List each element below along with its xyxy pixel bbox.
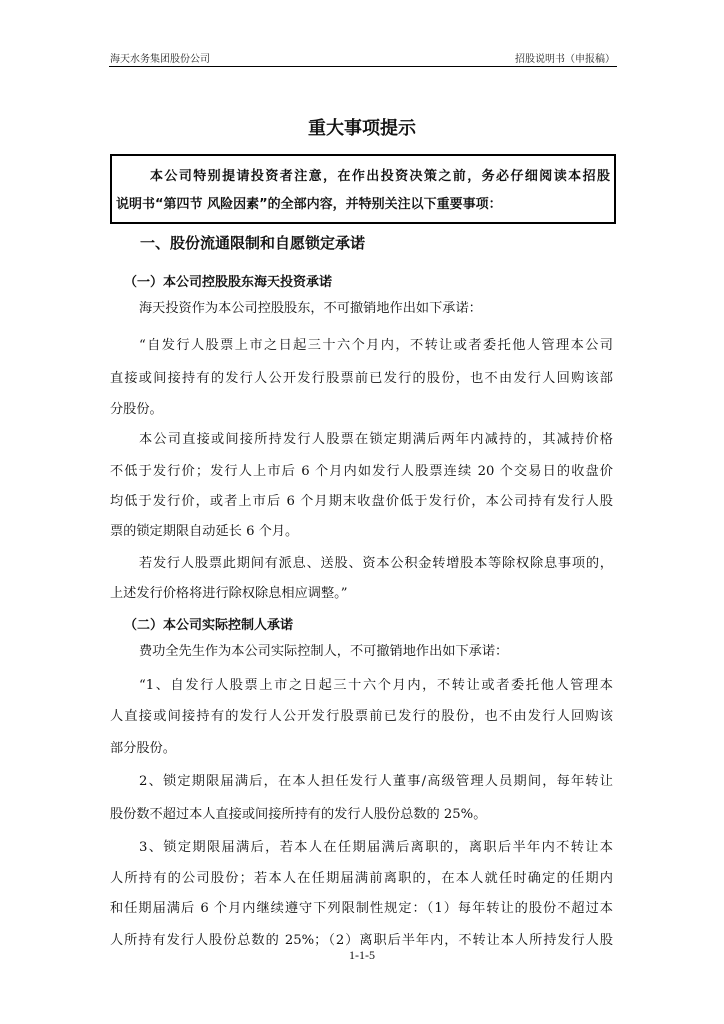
subsection-heading: （一）本公司控股股东海天投资承诺 <box>124 275 333 290</box>
page-header <box>109 46 617 67</box>
subsection-heading: （二）本公司实际控制人承诺 <box>124 618 294 633</box>
paragraph-line: 票的锁定期限自动延长 6 个月。 <box>110 524 299 539</box>
header-document-type: 招股说明书（申报稿） <box>515 54 615 65</box>
paragraph-line: 人所持有发行人股份总数的 25%；（2）离职后半年内，不转让本人所持发行人股 <box>110 933 613 948</box>
notice-line: 本公司特别提请投资者注意，在作出投资决策之前，务必仔细阅读本招股 <box>150 169 610 184</box>
notice-box <box>110 154 616 224</box>
header-company-name: 海天水务集团股份公司 <box>110 54 210 65</box>
paragraph-line: 和任期届满后 6 个月内继续遵守下列限制性规定：（1）每年转让的股份不超过本 <box>110 901 613 916</box>
paragraph-line: 本公司直接或间接所持发行人股票在锁定期满后两年内减持的，其减持价格 <box>139 432 613 447</box>
section-heading: 一、股份流通限制和自愿锁定承诺 <box>140 234 366 252</box>
paragraph-line: “自发行人股票上市之日起三十六个月内，不转让或者委托他人管理本公司 <box>139 338 613 353</box>
paragraph-line: 海天投资作为本公司控股股东，不可撤销地作出如下承诺： <box>139 301 482 316</box>
page-title: 重大事项提示 <box>308 118 416 139</box>
notice-line: 说明书“第四节 风险因素”的全部内容，并特别关注以下重要事项： <box>116 197 502 212</box>
paragraph-line: 直接或间接持有的发行人公开发行股票前已发行的股份，也不由发行人回购该部 <box>110 371 613 386</box>
paragraph-line: 均低于发行价，或者上市后 6 个月期末收盘价低于发行价，本公司持有发行人股 <box>110 494 613 509</box>
paragraph-line: 上述发行价格将进行除权除息相应调整。” <box>110 586 348 601</box>
paragraph-line: 若发行人股票此期间有派息、送股、资本公积金转增股本等除权除息事项的， <box>139 556 613 571</box>
paragraph-line: 分股份。 <box>110 402 163 417</box>
paragraph-line: 部分股份。 <box>110 741 176 756</box>
paragraph-line: “1、自发行人股票上市之日起三十六个月内，不转让或者委托他人管理本 <box>139 678 613 693</box>
paragraph-line: 费功全先生作为本公司实际控制人，不可撤销地作出如下承诺： <box>139 644 509 659</box>
paragraph-line: 人所持有的公司股份；若本人在任期届满前离职的，在本人就任时确定的任期内 <box>110 871 613 886</box>
page-number: 1-1-5 <box>349 948 375 962</box>
paragraph-line: 人直接或间接持有的发行人公开发行股票前已发行的股份，也不由发行人回购该 <box>110 709 613 724</box>
paragraph-line: 2、锁定期限届满后，在本人担任发行人董事/高级管理人员期间，每年转让 <box>139 774 613 789</box>
paragraph-line: 股份数不超过本人直接或间接所持有的发行人股份总数的 25%。 <box>110 807 487 822</box>
paragraph-line: 不低于发行价；发行人上市后 6 个月内如发行人股票连续 20 个交易日的收盘价 <box>110 464 613 479</box>
paragraph-line: 3、锁定期限届满后，若本人在任期届满后离职的，离职后半年内不转让本 <box>139 840 613 855</box>
